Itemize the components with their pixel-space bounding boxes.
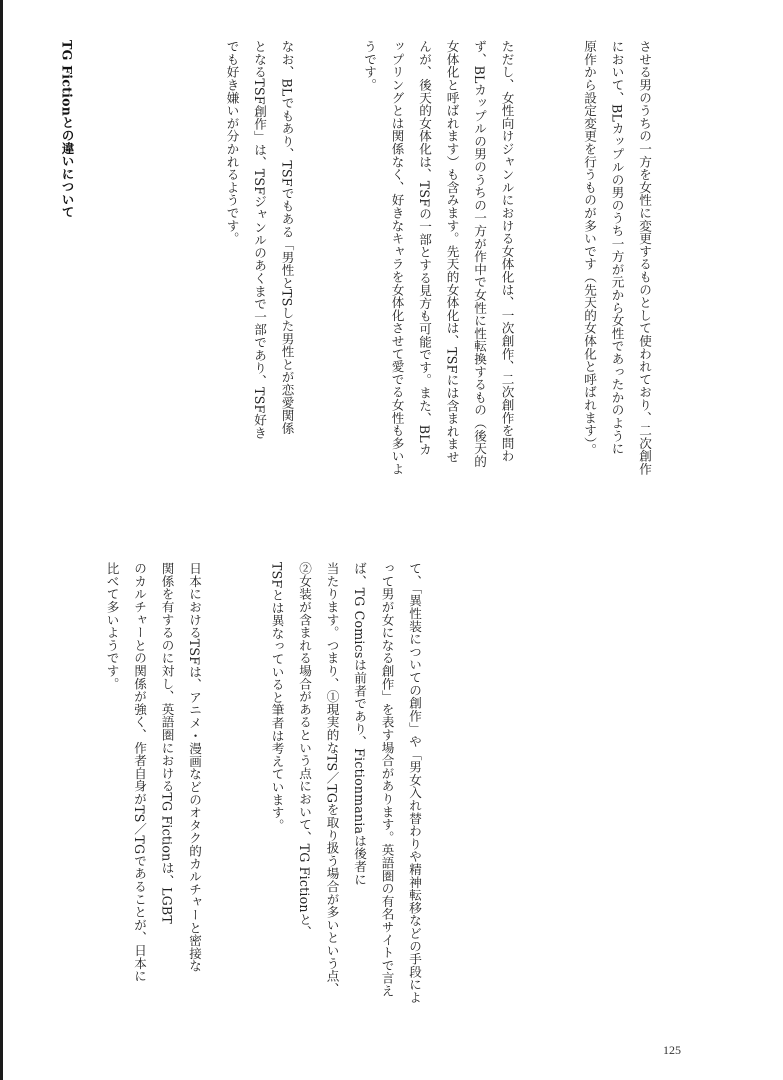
paragraph: 日本におけるTSFは、アニメ・漫画などのオタク的カルチャーと密接な 関係を有するのに対し、英語圏におけるTG Fictionは、LGBT のカルチャーとの関係が強く、作者自身がTS／TGであることが、日本に 比べて多いようです。 [104,562,202,983]
lower-text-block [43,562,483,1042]
paragraph: なお、BLでもあり、TSFでもある「男性とTSした男性とが恋愛関係 となるTSF創作」は、TSFジャンルのあくまで一部であり、TSF好き でも好き嫌いが分かれるようです。 [224,40,295,440]
paragraph: ただし、女性向けジャンルにおける女体化は、一次創作、二次創作を問わ ず、BLカップルの男のうちの一方が作中で女性に性転換するもの（後天的 女体化と呼ばれます）も含みます。先天的女体化は、TSFには含まれませ んが、後天的女体化は、TSFの一部とする見方も可能です。また、BLカ ップリングとは関係なく、好きなキャラを女体化させて愛でる女性も多いよ うです。 [362,40,515,476]
blank-line [136,40,164,540]
section-heading: TG Fictionとの違いについて [59,40,75,219]
paragraph: させる男のうちの一方を女性に変更するものとして使われており、二次創作 において、BLカップルの男のうち一方が元から女性であったかのように 原作から設定変更を行うものが多いです（先天的女体化と呼ばれます）。 [582,40,652,476]
paragraph: て、「異性装についての創作」や「男女入れ替わりや精神転移などの手段によ って男が女になる創作」を表す場合があります。英語圏の有名サイトで言え ば、TG Comicsは前者であり、Fictionmaniaは後者に 当たります。つまり、①現実的なTS／TGを取り扱う場合が多いという点、 ②女装が含まれる場合があるという点において、TG Fictionと、 TSFとは異なっていると筆者は考えています。 [269,562,422,1004]
page-number: 125 [663,1043,681,1057]
upper-text-block [0,40,713,540]
